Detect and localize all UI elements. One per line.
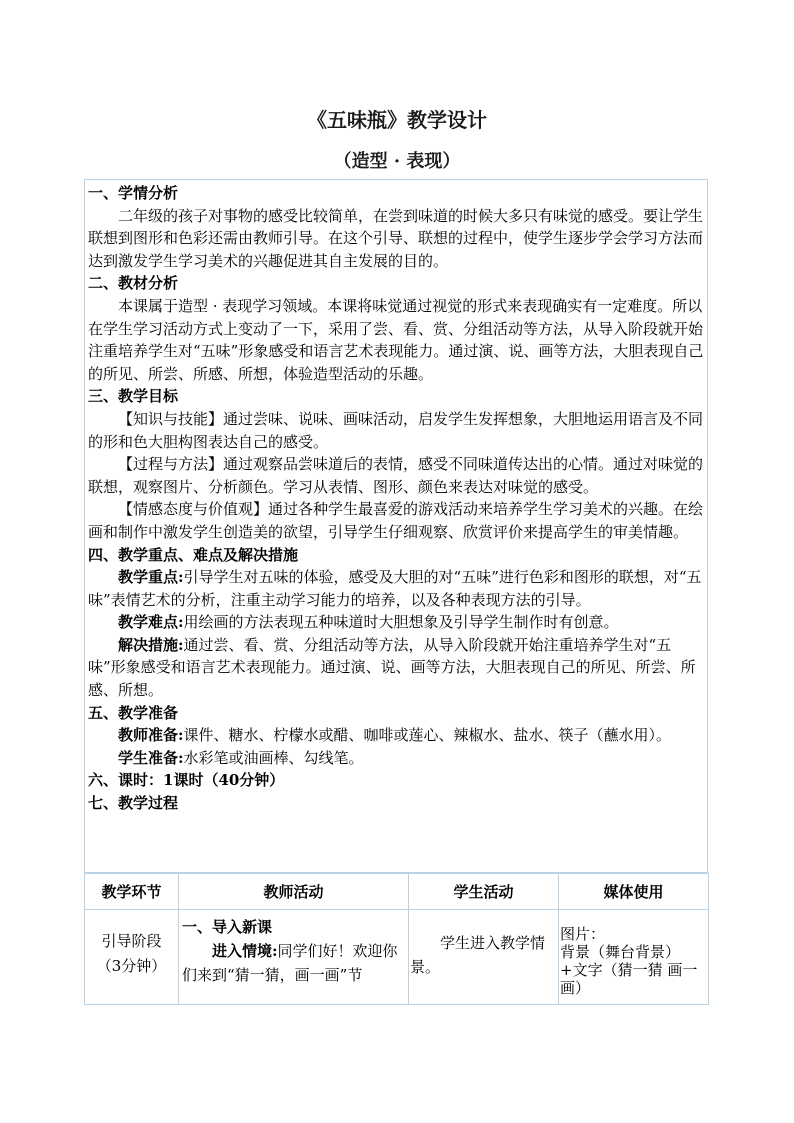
difficulty-item xyxy=(88,611,704,634)
difficulty-text: 用绘画的方法表现五种味道时大胆想象及引导学生制作时有创意。 xyxy=(183,613,619,632)
teaching-process-table xyxy=(84,873,709,1005)
header-media: 媒体使用 xyxy=(559,874,709,910)
stage-cell xyxy=(85,910,179,1005)
objective-knowledge: 【知识与技能】通过尝味、说味、画味活动，启发学生发挥想象，大胆地运用语言及不同的形和色大胆构图表达自己的感受。 xyxy=(88,409,704,451)
teacher-prep-item xyxy=(88,724,704,747)
stage-time: （3分钟） xyxy=(96,957,167,975)
media-cell xyxy=(559,910,709,1005)
solution-label: 解决措施: xyxy=(118,635,184,654)
key-point-item xyxy=(88,566,704,611)
stage-name: 引导阶段 xyxy=(101,932,162,950)
solution-text: 通过尝、看、赏、分组活动等方法，从导入阶段就开始注重培养学生对“五味”形象感受和语言艺术表现能力。通过演、说、画等方法，大胆表现自己的所见、所尝、所感、所想。 xyxy=(88,635,696,700)
difficulty-label: 教学难点: xyxy=(118,613,184,632)
objective-process: 【过程与方法】通过观察品尝味道后的表情，感受不同味道传达出的心情。通过对味觉的联想，观察图片、分析颜色。学习从表情、图形、颜色来表达对味觉的感受。 xyxy=(88,455,704,496)
student-activity-cell xyxy=(409,910,559,1005)
teacher-prep-text: 课件、糖水、柠檬水或醋、咖啡或莲心、辣椒水、盐水、筷子（蘸水用）。 xyxy=(183,726,672,745)
solution-item xyxy=(88,634,704,702)
section-heading-preparation: 五、教学准备 xyxy=(88,703,179,722)
learner-analysis-text: 二年级的孩子对事物的感受比较简单，在尝到味道的时候大多只有味觉的感受。要让学生联想到图形和色彩还需由教师引导。在这个引导、联想的过程中，使学生逐步学会学习方法而达到激发学生学习美术的兴趣促进其自主发展的目的。 xyxy=(88,206,704,270)
teacher-activity-heading: 一、导入新课 xyxy=(182,918,273,936)
header-student-activity: 学生活动 xyxy=(409,874,559,910)
document-title: 《五味瓶》教学设计 xyxy=(307,108,487,132)
teacher-activity-content: 同学们好！欢迎你们来到“猜一猜，画一画”节 xyxy=(182,942,398,984)
section-heading-material-analysis: 二、教材分析 xyxy=(88,274,179,293)
material-analysis-text: 本课属于造型 · 表现学习领域。本课将味觉通过视觉的形式来表现确实有一定难度。所以在学生学习活动方式上变动了一下，采用了尝、看、赏、分组活动等方法，从导入阶段就开始注重培养学生对“五味”形象感受和语言艺术表现能力。通过演、说、画等方法，大胆表现自己的所见、所尝、所感、所想，体验造型活动的乐趣。 xyxy=(88,296,704,383)
student-activity-text: 学生进入教学情景。 xyxy=(410,934,546,976)
key-point-text: 引导学生对五味的体验，感受及大胆的对“五味”进行色彩和图形的联想，对“五味”表情艺术的分析，注重主动学习能力的培养，以及各种表现方法的引导。 xyxy=(88,568,702,609)
teacher-activity-text xyxy=(182,939,407,987)
teacher-activity-cell xyxy=(179,910,409,1005)
section-heading-teaching-process: 七、教学过程 xyxy=(88,794,179,813)
header-stage: 教学环节 xyxy=(85,874,179,910)
objective-emotion: 【情感态度与价值观】通过各种学生最喜爱的游戏活动来培养学生学习美术的兴趣。在绘画和制作中激发学生创造美的欲望，引导学生仔细观察、欣赏评价来提高学生的审美情趣。 xyxy=(88,500,704,541)
teacher-activity-label: 进入情境: xyxy=(212,942,278,960)
teacher-prep-label: 教师准备: xyxy=(118,726,184,745)
section-heading-learner-analysis: 一、学情分析 xyxy=(88,184,179,202)
section-heading-key-points: 四、教学重点、难点及解决措施 xyxy=(88,545,299,564)
key-point-label: 教学重点: xyxy=(118,568,184,587)
student-prep-text: 水彩笔或油画棒、勾线笔。 xyxy=(183,748,364,767)
media-line-1: 图片： xyxy=(560,925,606,943)
student-prep-item xyxy=(88,747,704,770)
table-header-row xyxy=(85,874,709,910)
header-teacher-activity: 教师活动 xyxy=(179,874,409,910)
section-heading-objectives: 三、教学目标 xyxy=(88,387,179,406)
document-subtitle: （造型 · 表现） xyxy=(333,151,461,172)
student-prep-label: 学生准备: xyxy=(118,748,184,767)
section-heading-class-hours: 六、课时：1课时（40分钟） xyxy=(88,771,285,790)
design-content-box xyxy=(84,179,708,873)
media-line-2: 背景（舞台背景）+文字（猜一猜 画一画） xyxy=(560,943,698,997)
table-row xyxy=(85,910,709,1005)
